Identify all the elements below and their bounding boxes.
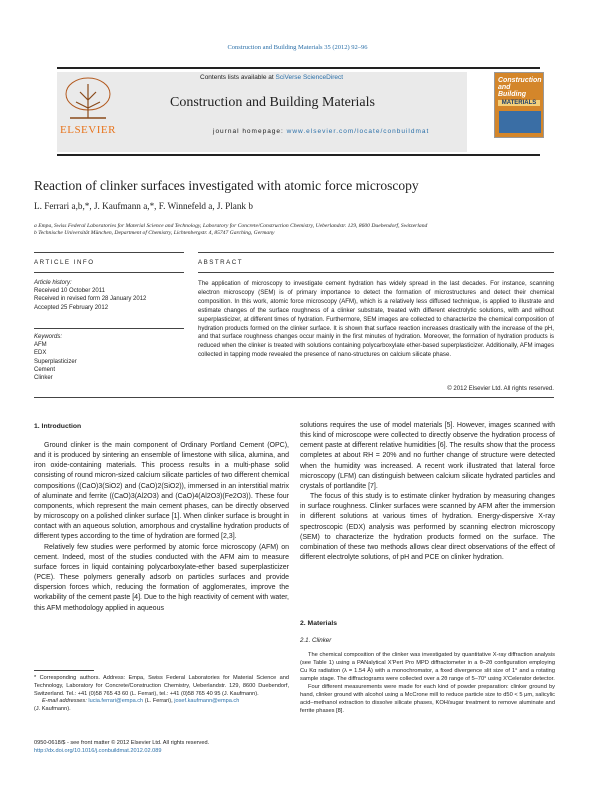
keyword: Clinker [34,375,53,382]
accepted-date: Accepted 25 February 2012 [34,304,109,311]
introduction-heading: 1. Introduction [34,423,82,430]
right-column-text [300,421,555,599]
corresponding-text: * Corresponding authors. Address: Empa, Swiss Federal Laboratories for Material Science and Technology, Laboratory for Concrete/Construction Chemistry, Ueberlandstr. 129, 8600 Duebendorf, Switzerland. Tel.: +41 (0)58 765 43 60 (L. Ferrari), tel.: +41 (0)58 765 40 95 (J. Kaufmann). [34,675,289,697]
intro-paragraph-1: Ground clinker is the main component of Ordinary Portland Cement (OPC), and it is produced by sintering an ensemble of limestone with silica, alumina, and iron oxide-containing materials. This process results in a multi-phase solid consisting of round micron-sized calcium silicate particles of two different chemical compositions ((CaO)3(SiO2) and (CaO)2(SiO2)), immersed in an interstitial matrix of aluminate and ferrite ((CaO)3(Al2O3) and (CaO)4(Al2O3)(Fe2O3)). These four components, which represent the main cement phases, can be directly observed by microscopy on a polished clinker surface [1]. When clinker surface is brought in contact with an aqueous solution, amorphous and crystalline hydration products of different types according to the time of hydration are formed [2,3]. [34,442,289,541]
clinker-section-text [300,652,555,716]
homepage-link[interactable]: www.elsevier.com/locate/conbuildmat [286,128,430,135]
email-owner-kaufmann: (J. Kaufmann). [34,706,71,713]
paper-title: Reaction of clinker surfaces investigated with atomic force microscopy [34,178,419,193]
author-list: L. Ferrari a,b,*, J. Kaufmann a,*, F. Winnefeld a, J. Plank b [34,201,253,211]
revised-date: Received in revised form 28 January 2012 [34,296,147,303]
abstract-heading: ABSTRACT [198,259,244,266]
issn-line: 0950-0618/$ - see front matter © 2012 Elsevier Ltd. All rights reserved. [34,740,210,746]
clinker-heading: 2.1. Clinker [300,637,332,644]
email-link-kaufmann[interactable]: josef.kaufmann@empa.ch [174,698,240,705]
header-top-rule [57,67,540,69]
article-info-subrule [34,272,184,273]
cover-title: Construction and Building [498,77,542,98]
copyright-line: © 2012 Elsevier Ltd. All rights reserved. [447,385,554,392]
footnote-rule [34,670,94,671]
email-link-ferrari[interactable]: lucia.ferrari@empa.ch [88,698,144,705]
doi-link[interactable]: http://dx.doi.org/10.1016/j.conbuildmat.2012.02.089 [34,747,162,754]
front-matter-note [34,740,289,756]
keyword: Superplasticizer [34,358,77,365]
article-history [34,279,184,312]
journal-cover-image [494,72,544,138]
keywords-label: Keywords: [34,334,63,340]
received-date: Received 10 October 2011 [34,288,105,295]
journal-title: Construction and Building Materials [170,95,375,110]
keywords-rule [34,328,184,329]
journal-reference[interactable]: Construction and Building Materials 35 (2012) 92–96 [227,44,368,51]
intro-paragraph-2: Relatively few studies were performed by atomic force microscopy (AFM) on cement. Indeed, most of the studies conducted with the AFM aim to measure surface forces in liquid containing polycarboxylate-ether based superplasticizer (PCE). These polymers generally adsorb on particles surfaces and provide dispersion forces which, reducing the formation of agglomerates, improve the workability of the cement paste [4]. Due to the high reactivity of cement with water, this AFM methodology applied in aqueous [34,543,289,612]
intro-paragraph-3: solutions requires the use of model materials [5]. However, images scanned with this kind of microscope were collected to directly observe the hydration process of cement paste at different relative humidities [6]. The results show that the process completes at about RH = 20% and no further change of structure were detected when the humidity was increased. A recent work illustrated that lateral force microscopy (LFM) can distinguish between calcium silicate hydrated particles and crystals of portlandite [7]. [300,422,555,490]
header-band [57,72,467,152]
header-bottom-rule [57,154,540,156]
abstract-rule [198,252,554,253]
materials-heading: 2. Materials [300,620,338,627]
publisher-name: ELSEVIER [60,124,116,136]
cover-subtitle: MATERIALS [498,100,540,106]
left-column-text [34,441,289,666]
keywords-block [34,333,184,382]
abstract-text: The application of microscopy to investigate cement hydration has widely spread in the last decades. For instance, scanning electron microscopy (SEM) is of primary importance to detect the formation of microstructures and detect their chemical composition. In this work, atomic force microscopy (AFM), which is a relatively less diffused technique, is applied to illustrate and estimate changes of the surface roughness of a clinker substrate, treated with different electrolytic solutions, with and without superplasticizer, at different times of hydration. Furthermore, SEM images are collected to characterize the chemical composition of hydration products formed on the clinker surface. It is shown that surface reaction increases drastically with the increase of the pH, and that surface roughness changes occur mainly in the first minutes of hydration. Moreover, the formation of hydration products is reduced when the clinker is treated with solutions containing polycarboxylate ether-based superplasticizer. Additionally, AFM images collected in tapping mode revealed the presence of nano-structures on calcium silicate phase. [198,280,554,359]
email-line [34,698,289,706]
homepage-prefix: journal homepage: [213,128,287,135]
cover-photo [499,111,541,133]
keyword: EDX [34,350,47,357]
email-label: E-mail addresses: [42,698,87,705]
contents-prefix: Contents lists available at [200,74,276,81]
history-label: Article history: [34,280,72,286]
clinker-paragraph-2: Four different measurements were made for each kind of powder preparation: clinker ground by hand, clinker ground with alcohol using a McCrone mill to reduce particle size to d50 < 5 μm, salicylic acid–methanol extraction to dissolve silicate phases, KOH/sugar treatment to remove aluminate and ferrite phases [8]. [300,683,555,714]
sciverse-link[interactable]: SciVerse ScienceDirect [275,74,344,81]
intro-paragraph-4: The focus of this study is to estimate clinker hydration by measuring changes in surface roughness. Clinker surfaces were scanned by AFM after the immersion in different solutions at various times of hydration. Energy-dispersive X-ray spectroscopic (EDX) analysis was performed by scanning electron microscopy (SEM) to characterize the hydration products formed on the surface. The combination of these two methods allows clear direct observations of the effect of different electrolyte solutions, of pH and PCE on clinker hydration. [300,493,555,562]
corresponding-author-note [34,675,289,714]
affiliation-a: a Empa, Swiss Federal Laboratories for Material Science and Technology, Laboratory for Concrete/Construction Chemistry, Ueberlandstr. 129, 8600 Duebendorf, Switzerland [34,223,428,229]
abstract-subrule [198,272,554,273]
journal-homepage [213,128,429,135]
keyword: AFM [34,342,47,349]
keyword: Cement [34,366,56,373]
clinker-paragraph-1: The chemical composition of the clinker was investigated by quantitative X-ray diffraction analysis (see Table 1) using a PANalytical X'Pert Pro MPD diffractometer in a θ–2θ configuration employing Cu Kα radiation (λ = 1.54 Å) with a monochromator, a fixed divergence slit size of 1° and a rotating sample stage. The diffractograms were collected over a 2θ range of 5–70° using X'Celerator detector. [300,652,555,682]
article-info-heading: ARTICLE INFO [34,259,95,266]
contents-line [200,74,343,81]
abstract-bottom-rule [34,397,554,398]
email-owner-ferrari: (L. Ferrari), [144,698,173,705]
article-info-rule [34,252,184,253]
affiliation-b: b Technische Universität München, Department of Chemistry, Lichtenbergstr. 4, 85747 Garching, Germany [34,230,275,236]
